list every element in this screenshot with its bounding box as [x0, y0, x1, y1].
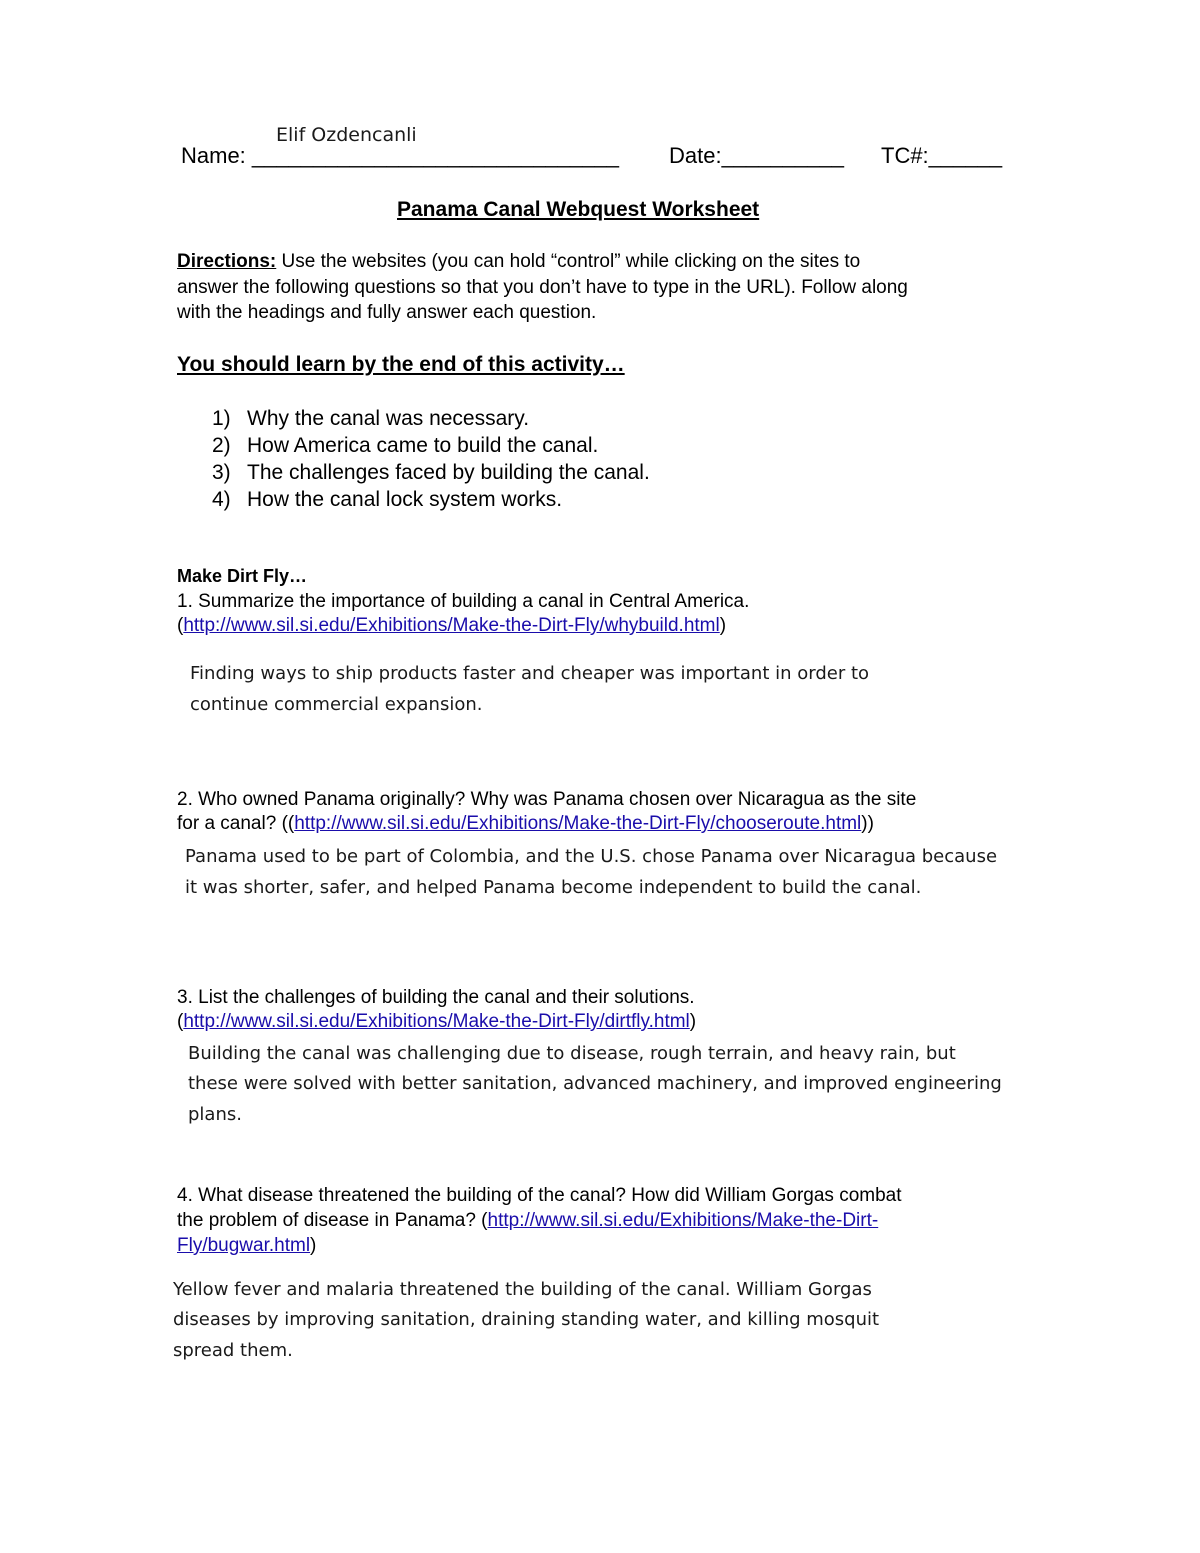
question-1-link-line	[177, 615, 726, 637]
paren-close: )	[310, 1235, 317, 1256]
answer-4-line-1: Yellow fever and malaria threatened the building of the canal. William Gorgas	[173, 1279, 872, 1300]
learn-item-text: How the canal lock system works.	[247, 488, 563, 511]
learn-item-num: 4)	[212, 488, 231, 511]
section-heading: Make Dirt Fly…	[177, 566, 308, 586]
name-label: Name: ______________________________	[181, 143, 619, 168]
question-1-text: 1. Summarize the importance of building a canal in Central America.	[177, 591, 750, 612]
paren-open: (	[177, 615, 184, 636]
learn-item	[212, 488, 562, 512]
answer-2-line-2: it was shorter, safer, and helped Panama become independent to build the canal.	[185, 877, 922, 898]
directions-text-1: Use the websites (you can hold “control” while clicking on the sites to	[276, 251, 861, 272]
answer-1-line-2: continue commercial expansion.	[190, 694, 483, 715]
question-3-link[interactable]: http://www.sil.si.edu/Exhibitions/Make-the-Dirt-Fly/dirtfly.html	[183, 1011, 690, 1032]
paren-open: (	[177, 1011, 184, 1032]
question-4-link-cont[interactable]: Fly/bugwar.html	[177, 1235, 311, 1256]
directions-line-2: answer the following questions so that you don’t have to type in the URL). Follow along	[177, 277, 908, 298]
date-label: Date:__________	[669, 143, 844, 168]
paren-close: )	[689, 1011, 697, 1032]
answer-3-line-1: Building the canal was challenging due to disease, rough terrain, and heavy rain, but	[188, 1043, 956, 1064]
learn-item	[212, 407, 529, 431]
question-2-text-cont: for a canal? ((	[177, 813, 295, 834]
answer-1-line-1: Finding ways to ship products faster and cheaper was important in order to	[190, 663, 870, 684]
question-4-text-cont: the problem of disease in Panama? (	[177, 1210, 488, 1231]
directions-label: Directions:	[177, 251, 277, 272]
question-3-text: 3. List the challenges of building the canal and their solutions.	[177, 987, 695, 1008]
question-2-link-line	[177, 813, 874, 835]
question-2-text: 2. Who owned Panama originally? Why was Panama chosen over Nicaragua as the site	[177, 789, 917, 810]
answer-3-line-2: these were solved with better sanitation, advanced machinery, and improved engineering	[188, 1073, 1002, 1094]
question-1-link[interactable]: http://www.sil.si.edu/Exhibitions/Make-the-Dirt-Fly/whybuild.html	[183, 615, 720, 636]
learn-heading: You should learn by the end of this activity…	[177, 353, 625, 376]
learn-item-text: Why the canal was necessary.	[247, 407, 530, 430]
learn-item	[212, 434, 598, 458]
answer-3-line-3: plans.	[188, 1104, 242, 1125]
question-3-link-line	[177, 1011, 696, 1033]
paren-close: )	[719, 615, 727, 636]
learn-item-text: How America came to build the canal.	[247, 434, 599, 457]
answer-4-line-2: diseases by improving sanitation, draining standing water, and killing mosquit	[173, 1309, 880, 1330]
directions-line-1	[177, 251, 860, 273]
page-title: Panama Canal Webquest Worksheet	[397, 198, 760, 221]
paren-close: ))	[861, 813, 874, 834]
learn-item-num: 3)	[212, 461, 231, 484]
tc-label: TC#:______	[881, 143, 1003, 168]
question-4-link-line-2	[177, 1235, 316, 1257]
directions-line-3: with the headings and fully answer each question.	[177, 302, 597, 323]
question-4-text: 4. What disease threatened the building of the canal? How did William Gorgas combat	[177, 1185, 902, 1206]
learn-item-num: 2)	[212, 434, 231, 457]
question-4-link[interactable]: http://www.sil.si.edu/Exhibitions/Make-the-Dirt-	[487, 1210, 879, 1231]
learn-item-text: The challenges faced by building the canal.	[247, 461, 650, 484]
answer-2-line-1: Panama used to be part of Colombia, and the U.S. chose Panama over Nicaragua because	[185, 846, 998, 867]
learn-item	[212, 461, 650, 485]
name-value: Elif Ozdencanli	[276, 124, 417, 146]
answer-4-line-3: spread them.	[173, 1340, 293, 1361]
question-2-link[interactable]: http://www.sil.si.edu/Exhibitions/Make-the-Dirt-Fly/chooseroute.html	[294, 813, 862, 834]
question-4-link-line	[177, 1210, 878, 1232]
learn-item-num: 1)	[212, 407, 231, 430]
